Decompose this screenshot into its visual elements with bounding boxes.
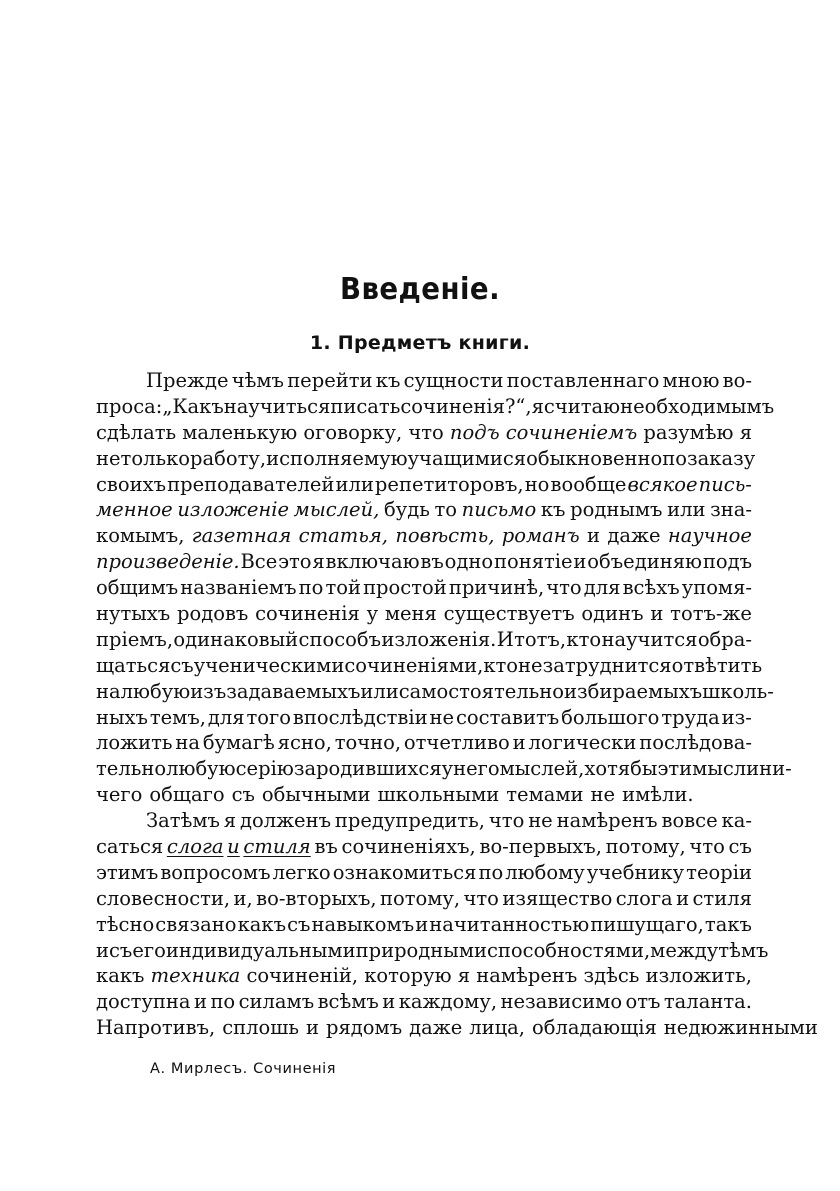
word: названіемъ (180, 576, 297, 600)
word: эти (657, 757, 693, 781)
word: не (528, 809, 553, 833)
word: изложеніе (177, 498, 290, 522)
text-line (96, 368, 752, 394)
word: кто (483, 653, 519, 677)
word: включаю (325, 550, 420, 574)
word: зародившихся (293, 757, 442, 781)
word: такъ (704, 912, 752, 936)
word: менное (96, 498, 173, 522)
word: родовъ (176, 602, 249, 626)
word: сочиненій, (246, 964, 359, 988)
text-line (96, 782, 752, 808)
word: газетная (191, 524, 292, 548)
word: и (415, 912, 429, 936)
word: способъ (298, 627, 382, 651)
word: повѣсть, (395, 524, 495, 548)
text-line (96, 938, 769, 964)
text-line (96, 1015, 818, 1041)
word: одинаковый (173, 627, 299, 651)
text-line (96, 420, 752, 446)
word: маленькую (182, 420, 298, 444)
body-text (96, 368, 818, 1041)
word: обычными (261, 783, 371, 807)
word: которую (364, 964, 452, 988)
word: романъ (501, 524, 580, 548)
word: любую (166, 757, 236, 781)
word: сочиненія (255, 602, 360, 626)
word: сдѣлать (96, 420, 177, 444)
text-line (96, 963, 752, 989)
word: послѣдова- (639, 731, 752, 755)
word: работу, (190, 446, 267, 470)
word: чѣмъ (231, 369, 284, 392)
word: оговорку, (303, 420, 403, 444)
word: это (278, 550, 312, 574)
word: только (120, 446, 191, 470)
word: долженъ (239, 809, 331, 833)
word: хотя (584, 757, 631, 781)
word: съ (728, 835, 752, 859)
text-line (96, 679, 774, 705)
word: способностями, (486, 938, 651, 962)
word: здѣсь (583, 964, 640, 988)
word: я (739, 420, 752, 444)
word: разумѣю (643, 420, 734, 444)
word: имѣли. (622, 783, 694, 807)
word: сплошь (222, 1016, 300, 1040)
word: Все (240, 550, 278, 574)
word: обыкновенно (526, 446, 663, 470)
word: этимъ (96, 860, 159, 884)
word: учащимися (407, 446, 527, 470)
word: пріемъ, (96, 627, 174, 651)
word: зна- (710, 498, 752, 522)
word: въ (420, 550, 444, 574)
word: причинѣ, (448, 576, 545, 600)
word: по (478, 860, 504, 884)
word: простой (363, 576, 447, 600)
text-line (96, 912, 752, 938)
word: самостоятельно (398, 679, 565, 703)
word: научится (601, 627, 698, 651)
text-line (96, 627, 752, 653)
word: я (531, 394, 544, 418)
word: бумагѣ (202, 731, 275, 755)
word: необходимымъ (620, 394, 775, 418)
word: во-первыхъ, (479, 835, 602, 859)
word: для (207, 705, 245, 729)
word: для (583, 576, 621, 600)
word: даже (409, 1016, 463, 1040)
word: ложить (96, 731, 173, 755)
word: ныхъ (96, 705, 148, 729)
word: я (312, 550, 325, 574)
word: сочиненія?“, (400, 394, 532, 418)
word: одинъ (581, 602, 644, 626)
word: то (434, 498, 457, 522)
word: какъ (237, 912, 286, 936)
word: Прежде (146, 369, 229, 392)
word: намѣренъ (556, 809, 658, 833)
word: тотъ-же (670, 602, 752, 626)
word: отчетливо (403, 731, 510, 755)
text-line (96, 860, 752, 886)
word: серію (235, 757, 294, 781)
word: какъ (96, 964, 145, 988)
word: проса: (96, 394, 163, 418)
word: него (453, 757, 500, 781)
word: пись- (698, 472, 752, 496)
word: всякое (627, 472, 698, 496)
word: репетиторовъ, (374, 472, 524, 496)
word: природными (355, 938, 487, 962)
word: одно (444, 550, 494, 574)
section-title: 1. Предметъ книги. (309, 332, 531, 354)
word: труда (661, 705, 720, 729)
word: большого (561, 705, 660, 729)
word: словесности, (96, 886, 231, 910)
word: той (325, 576, 361, 600)
word: общаго (149, 783, 225, 807)
word: вопросомъ (160, 860, 271, 884)
word: меня (384, 602, 437, 626)
word: саться (96, 835, 164, 859)
word: индивидуальными (165, 938, 356, 962)
word: и (512, 731, 526, 755)
word: ознакомиться (332, 860, 477, 884)
word: и (587, 524, 601, 548)
word: своихъ (96, 472, 167, 496)
word: и (194, 990, 207, 1014)
word: тельно (96, 757, 167, 781)
word: недюжинными (663, 1016, 818, 1040)
word: ученическими (193, 653, 345, 677)
word: впослѣдствіи (292, 705, 428, 729)
word: по (210, 990, 236, 1014)
word: у (441, 757, 454, 781)
text-line (96, 446, 756, 472)
word: изящество (502, 886, 613, 910)
word: темами (506, 783, 584, 807)
word: связано (155, 912, 237, 936)
word: къ (540, 498, 566, 522)
word: объединяю (587, 550, 702, 574)
word: научиться (223, 394, 331, 418)
word: бы (630, 757, 658, 781)
word: преподавателей (167, 472, 335, 496)
word: лица, (469, 1016, 525, 1040)
word: пишущаго, (590, 912, 704, 936)
word: любому (505, 860, 585, 884)
text-line (96, 653, 763, 679)
word: „Какъ (162, 394, 224, 418)
word: точно, (334, 731, 402, 755)
word: сущности (403, 369, 504, 392)
word: не (518, 653, 543, 677)
text-line (96, 549, 752, 575)
word: и (573, 550, 587, 574)
word: статья, (298, 524, 388, 548)
word: съ (170, 653, 194, 677)
word: и (306, 1016, 320, 1040)
word: по (662, 446, 688, 470)
text-line (96, 730, 752, 756)
word: и (382, 990, 396, 1014)
word: не (96, 446, 121, 470)
word: сочиненіяхъ, (341, 835, 476, 859)
word: доступна (96, 990, 191, 1014)
word: научное (667, 524, 752, 548)
word: считаю (543, 394, 621, 418)
word: всѣмъ (317, 990, 379, 1014)
word: не (429, 705, 455, 729)
chapter-title: Введеніе. (339, 272, 501, 307)
text-line (96, 705, 752, 731)
word: ясно, (277, 731, 332, 755)
word: стиля (243, 835, 311, 859)
word: задаваемыхъ (226, 679, 361, 703)
word: кто (566, 627, 602, 651)
word: школьными (377, 783, 500, 807)
word: изъ (190, 679, 227, 703)
word: на (175, 731, 200, 755)
word: роднымъ (570, 498, 663, 522)
word: навыкомъ (311, 912, 415, 936)
word: тотъ, (514, 627, 567, 651)
word: мною (662, 369, 720, 392)
word: что (689, 835, 725, 859)
word: тѣсно (96, 912, 155, 936)
word: всѣхъ (622, 576, 680, 600)
word: легко (272, 860, 331, 884)
word: произведеніе. (96, 550, 240, 574)
text-line (96, 575, 752, 601)
word: отъ (625, 990, 661, 1014)
word: того (246, 705, 291, 729)
word: на (96, 679, 121, 703)
word: избираемыхъ (564, 679, 703, 703)
text-line (96, 756, 792, 782)
word: съ (231, 783, 255, 807)
word: любую (120, 679, 191, 703)
word: перейти (287, 369, 373, 392)
word: затруднится (542, 653, 672, 677)
word: что (488, 809, 525, 833)
word: понятіе (493, 550, 573, 574)
word: щаться (96, 653, 171, 677)
word: темъ, (149, 705, 206, 729)
word: сочиненіемъ (505, 420, 638, 444)
word: ни- (759, 757, 792, 781)
text-line (96, 497, 752, 523)
word: во- (722, 369, 752, 392)
word: что (408, 420, 444, 444)
word: тѣмъ (718, 938, 769, 962)
word: рядомъ (326, 1016, 403, 1040)
word: будь (383, 498, 430, 522)
word: заказу (687, 446, 756, 470)
word: я (223, 809, 237, 833)
word: изложенія. (381, 627, 497, 651)
word: я (457, 964, 471, 988)
word: вовсе (661, 809, 718, 833)
word: составитъ (456, 705, 560, 729)
word: стиля (692, 886, 752, 910)
text-line (96, 472, 752, 498)
word: поставленнаго (506, 369, 660, 392)
word: отвѣтить (671, 653, 763, 677)
text-line (96, 989, 752, 1015)
text-line (96, 601, 752, 627)
word: таланта. (663, 990, 752, 1014)
word: мыслей, (293, 498, 380, 522)
word: мысли (692, 757, 760, 781)
word: не (590, 783, 616, 807)
word: техника (150, 964, 241, 988)
word: Затѣмъ (146, 809, 220, 833)
word: ка- (721, 809, 752, 833)
word: между (650, 938, 719, 962)
word: съ (109, 938, 133, 962)
text-line (96, 523, 752, 549)
word: из- (721, 705, 752, 729)
word: письмо (461, 498, 537, 522)
word: предупредить, (334, 809, 486, 833)
word: школь- (702, 679, 774, 703)
word: и (650, 602, 664, 626)
word: сочиненіями, (344, 653, 484, 677)
word: каждому, (398, 990, 498, 1014)
word: что (463, 886, 499, 910)
word: И (496, 627, 514, 651)
word: теоріи (686, 860, 752, 884)
word: что (546, 576, 582, 600)
word: по (298, 576, 324, 600)
word: общимъ (96, 576, 179, 600)
text-line (96, 394, 775, 420)
word: существуетъ (443, 602, 575, 626)
word: съ (287, 912, 311, 936)
word: даже (607, 524, 661, 548)
word: вообще (550, 472, 627, 496)
word: упомя- (681, 576, 752, 600)
word: независимо (500, 990, 623, 1014)
word: логически (528, 731, 637, 755)
word: и (227, 835, 240, 859)
text-line (96, 834, 752, 860)
word: изложить, (645, 964, 752, 988)
word: у (366, 602, 379, 626)
word: подъ (449, 420, 500, 444)
word: но (524, 472, 550, 496)
word: слога (166, 835, 224, 859)
word: исполняемую (266, 446, 408, 470)
word: и (96, 938, 109, 962)
word: его (132, 938, 166, 962)
word: потому, (379, 886, 461, 910)
word: Напротивъ, (96, 1016, 216, 1040)
footer-signature: А. Мирлесъ. Сочиненія (150, 1061, 337, 1077)
word: или (335, 472, 374, 496)
word: и, (233, 886, 253, 910)
word: нутыхъ (96, 602, 171, 626)
word: слога (615, 886, 673, 910)
word: къ (375, 369, 401, 392)
word: писать (330, 394, 401, 418)
word: обра- (697, 627, 752, 651)
word: силамъ (238, 990, 315, 1014)
word: потому, (605, 835, 686, 859)
word: мыслей, (499, 757, 585, 781)
word: учебнику (586, 860, 685, 884)
word: начитанностью (429, 912, 590, 936)
word: обладающія (532, 1016, 657, 1040)
word: подъ (702, 550, 752, 574)
word: въ (314, 835, 338, 859)
word: намѣренъ (476, 964, 578, 988)
text-line (96, 886, 752, 912)
text-line (96, 808, 752, 834)
word: или (360, 679, 399, 703)
word: чего (96, 783, 143, 807)
word: комымъ, (96, 524, 185, 548)
word: и (676, 886, 690, 910)
word: во-вторыхъ, (256, 886, 377, 910)
word: или (667, 498, 706, 522)
